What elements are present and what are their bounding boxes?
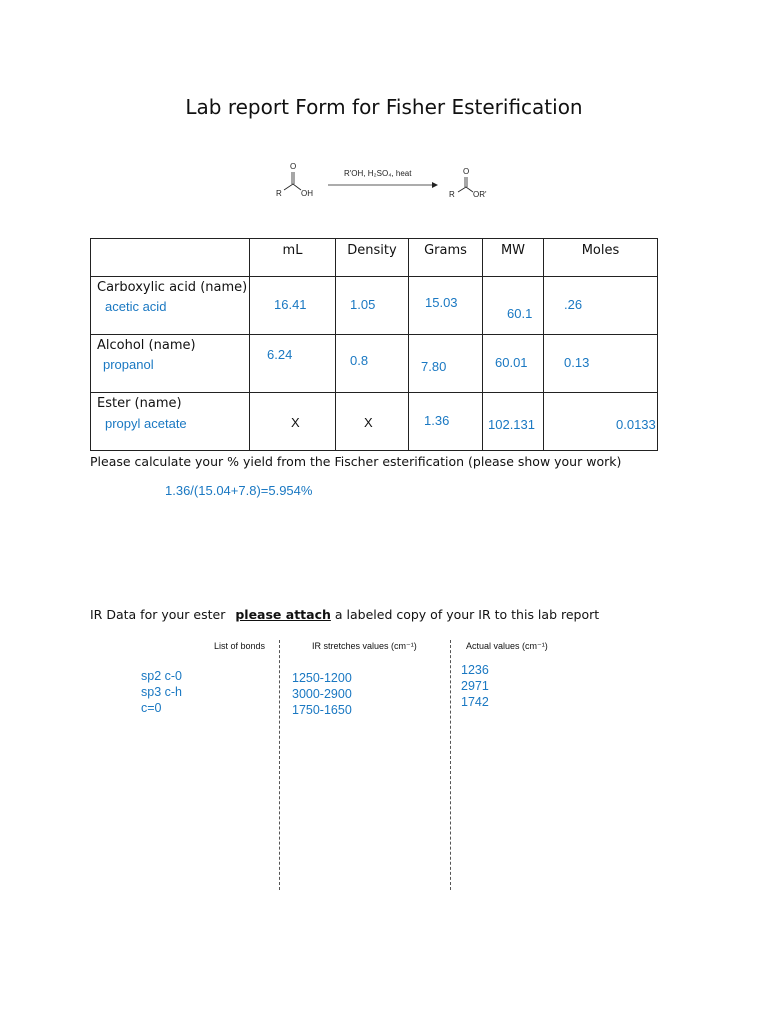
ir-intro-before: IR Data for your ester — [90, 607, 226, 622]
list-item: sp2 c-0 — [141, 669, 182, 683]
ml-cell — [250, 335, 336, 393]
table-header-row — [91, 239, 658, 277]
row-label: Ester (name) — [97, 396, 182, 411]
reactant-carbonyl-o: O — [290, 162, 297, 171]
table-row-alcohol — [91, 335, 658, 393]
mw-value: 60.01 — [495, 355, 528, 370]
row-label-cell — [91, 393, 250, 451]
yield-prompt: Please calculate your % yield from the Fischer esterification (please show your work) — [90, 454, 622, 469]
ml-cell — [250, 277, 336, 335]
grams-cell — [409, 335, 483, 393]
col-header-bonds: List of bonds — [214, 641, 266, 651]
reagent-table — [90, 238, 658, 451]
actual-list — [461, 662, 489, 710]
mw-cell — [483, 277, 544, 335]
list-item: sp3 c-h — [141, 685, 182, 699]
yield-work: 1.36/(15.04+7.8)=5.954% — [165, 483, 313, 498]
table-row-carboxylic-acid — [91, 277, 658, 335]
mw-cell — [483, 393, 544, 451]
compound-name: propyl acetate — [105, 416, 187, 431]
moles-value: 0.0133 — [616, 417, 656, 432]
density-value: 1.05 — [350, 297, 376, 312]
header-grams: Grams — [409, 239, 483, 277]
row-label: Alcohol (name) — [97, 338, 196, 353]
density-value: X — [364, 415, 373, 430]
density-value: 0.8 — [350, 353, 369, 368]
bond-list — [141, 668, 182, 716]
compound-name: acetic acid — [105, 299, 167, 314]
ml-value: 16.41 — [274, 297, 307, 312]
list-item: 1750-1650 — [292, 703, 352, 717]
col-header-actual: Actual values (cm⁻¹) — [466, 641, 548, 651]
col-header-stretches: IR stretches values (cm⁻¹) — [312, 641, 417, 651]
header-mw: MW — [483, 239, 544, 277]
ir-intro-attach: please attach — [235, 607, 331, 622]
header-density: Density — [336, 239, 409, 277]
row-label: Carboxylic acid (name) — [97, 280, 248, 295]
density-cell — [336, 277, 409, 335]
header-moles: Moles — [544, 239, 658, 277]
ir-intro-after: a labeled copy of your IR to this lab report — [334, 607, 600, 622]
grams-cell — [409, 277, 483, 335]
compound-name: propanol — [103, 357, 154, 372]
moles-value: .26 — [564, 297, 583, 312]
ir-intro — [90, 607, 599, 622]
moles-cell — [544, 393, 658, 451]
grams-value: 15.03 — [425, 295, 458, 310]
list-item: 1250-1200 — [292, 671, 352, 685]
density-cell — [336, 335, 409, 393]
product-r: R — [449, 190, 455, 199]
header-ml: mL — [250, 239, 336, 277]
product-carbonyl-o: O — [463, 167, 470, 176]
column-divider — [279, 640, 280, 890]
grams-cell — [409, 393, 483, 451]
mw-value: 60.1 — [507, 306, 533, 321]
mw-cell — [483, 335, 544, 393]
list-item: 1236 — [461, 663, 489, 677]
moles-cell — [544, 335, 658, 393]
row-label-cell — [91, 277, 250, 335]
mw-value: 102.131 — [488, 417, 535, 432]
header-blank — [91, 239, 250, 277]
moles-cell — [544, 277, 658, 335]
list-item: 3000-2900 — [292, 687, 352, 701]
moles-value: 0.13 — [564, 355, 590, 370]
list-item: 1742 — [461, 695, 489, 709]
row-label-cell — [91, 335, 250, 393]
ml-value: X — [291, 415, 300, 430]
page-title: Lab report Form for Fisher Esterification — [185, 95, 583, 119]
column-divider — [450, 640, 451, 890]
reactant-r: R — [276, 189, 282, 198]
stretch-list — [292, 670, 352, 718]
ml-cell — [250, 393, 336, 451]
reaction-scheme — [270, 158, 510, 206]
reagents-label: R'OH, H₂SO₄, heat — [344, 169, 412, 178]
density-cell — [336, 393, 409, 451]
ml-value: 6.24 — [267, 347, 293, 362]
table-row-ester — [91, 393, 658, 451]
list-item: c=0 — [141, 701, 162, 715]
grams-value: 7.80 — [421, 359, 447, 374]
product-or: OR' — [473, 190, 487, 199]
reactant-oh: OH — [301, 189, 313, 198]
list-item: 2971 — [461, 679, 489, 693]
grams-value: 1.36 — [424, 413, 450, 428]
